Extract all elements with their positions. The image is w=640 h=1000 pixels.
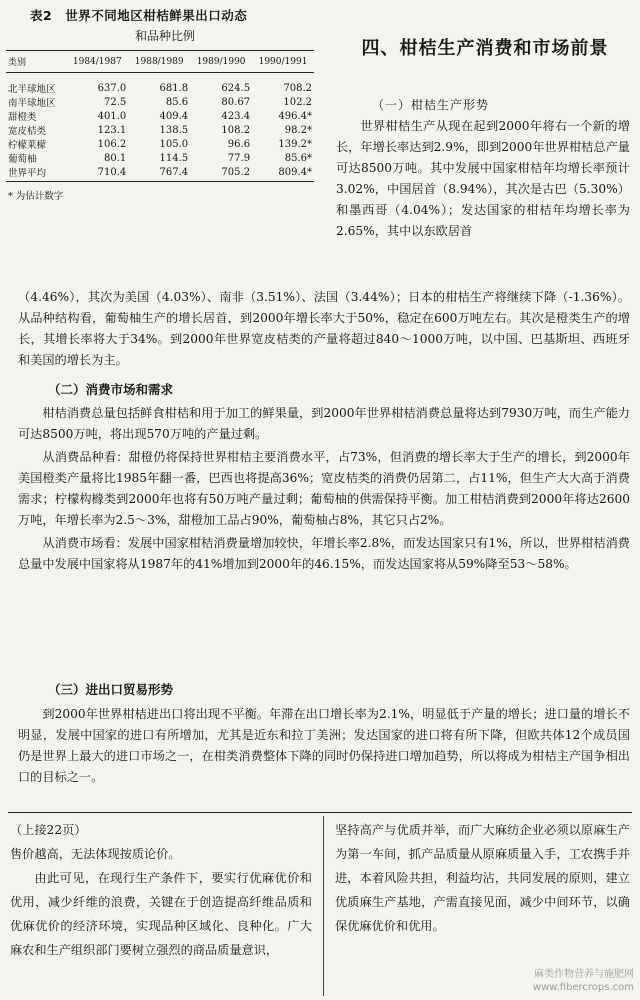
table-value-cell: 98.2* [284,124,312,136]
export-table-block [6,8,324,202]
table-row [6,73,314,96]
watermark-line: 麻类作物营养与施肥网 [534,969,634,980]
subsection-title-trade: （三）进出口贸易形势 [48,682,174,697]
right-column [335,818,630,938]
paragraph: 坚持高产与优质并举，而广大麻纺企业必须以原麻生产为第一车间，抓产品质量从原麻质量入手，工农携手并进，本着风险共担，利益均沾，共同发展的原则，建立优质麻生产基地，产需直接见面，减少中间环节，以确保优麻优价和优用。 [335,823,630,933]
table-value-cell: 114.5 [159,152,189,164]
production-paragraph-cont [18,287,630,371]
watermark-line: www.fibercrops.com [532,982,634,993]
table-header-cell: 1984/1987 [66,51,128,73]
table-header-cell: 1990/1991 [252,51,314,73]
table-row [6,95,314,109]
table-value-cell: 809.4* [252,165,314,182]
table-value-cell: 72.5 [103,96,127,108]
paragraph: 柑桔消费总量包括鲜食柑桔和用于加工的鲜果量，到2000年世界柑桔消费总量将达到7930万吨，而生产能力可达8500万吨，将出现570万吨的产量过剩。 [18,406,630,441]
table-value-cell: 708.2 [283,82,312,94]
table-value-cell: 108.2 [221,124,251,136]
paragraph: 从消费品种看：甜橙仍将保持世界柑桔主要消费水平，占73%，但消费的增长率大于生产的增长，到2000年美国橙类产量将比1985年翻一番，巴西也将提高36%；宽皮桔类的消费仍居第二，占11%，但生产大大高于消费需求；柠檬构橼类到2000年也将有50万吨产量过剩；葡萄柚的供需保持平衡。加工柑桔消费到2000年将达2600万吨，年增长率为2.5～3%，甜橙加工品占90%，葡萄柚占8%，其它只占2%。 [18,450,630,527]
table-header-cell: 1989/1990 [190,51,252,73]
table-value-cell: 767.4 [128,165,190,182]
table-header-cell: 1988/1989 [128,51,190,73]
table-category-cell: 宽皮桔类 [8,126,47,137]
site-watermark [533,968,634,994]
table-category-cell: 北半球地区 [8,84,56,95]
table-value-cell: 138.5 [159,124,189,136]
table-footnote: * 为估计数字 [8,191,64,202]
left-column [10,818,312,962]
table-value-cell: 624.5 [221,82,251,94]
table-value-cell: 496.4* [278,110,312,122]
export-table [6,50,314,182]
table-value-cell: 85.6 [165,96,189,108]
table-header-row [6,51,314,73]
table-value-cell: 710.4 [66,165,128,182]
table-row [6,165,314,182]
trade-text [18,704,630,788]
table-value-cell: 102.2 [283,96,312,108]
paragraph: （4.46%），其次为美国（4.03%）、南非（3.51%）、法国（3.44%）；日本的柑桔生产将继续下降（-1.36%）。从品种结构看，葡萄柚生产的增长居首，到2000年增长率大于50%，稳定在600万吨左右。其次是橙类生产的增长，其增长率将大于34%。到2000年世界宽皮桔类的产量将超过840～1000万吨，以中国、巴基斯坦、西班牙和美国的增长为主。 [18,290,630,367]
paragraph: 从消费市场看：发展中国家柑桔消费量增加较快，年增长率2.8%，而发达国家只有1%，所以，世界柑桔消费总量中发展中国家将从1987年的41%增加到2000年的46.15%，而发达国家将从59%降至53～58%。 [18,536,630,571]
table-value-cell: 401.0 [97,110,127,122]
paragraph: 由此可见，在现行生产条件下，要实行优麻优价和优用，减少纤维的浪费，关键在于创造提高纤维品质和优麻优价的经济环境，实现品种区域化、良种化。广大麻农和生产组织部门要树立强烈的商品质量意识， [10,871,312,957]
table-row [6,137,314,151]
table-value-cell: 85.6* [284,152,312,164]
table-value-cell: 123.1 [97,124,127,136]
section-title: 四、柑桔生产消费和市场前景 [361,38,609,59]
table-value-cell: 105.0 [159,138,189,150]
table-category-cell: 葡萄柚 [8,154,37,165]
paragraph: 世界柑桔生产从现在起到2000年将右一个新的增长，年增长率达到2.9%，即到2000年世界柑桔总产量可达8500万吨。其中发展中国家柑桔年均增长率预计3.02%，中国居首（8.94%），其次是古巴（5.30%）和墨西哥（4.04%）；发达国家的柑桔年均增长率为2.65%，其中以东欧居首 [336,119,630,238]
subsection-title-production: （一）柑桔生产形势 [372,98,490,112]
table-value-cell: 106.2 [97,138,127,150]
production-paragraph-right [336,116,630,242]
table-value-cell: 139.2* [278,138,312,150]
table-value-cell: 637.0 [97,82,127,94]
table-title: 表2 世界不同地区柑桔鲜果出口动态 [30,8,248,23]
table-value-cell: 80.67 [221,96,251,108]
table-value-cell: 409.4 [159,110,189,122]
table-value-cell: 705.2 [190,165,252,182]
table-row [6,151,314,165]
paragraph: 到2000年世界柑桔进出口将出现不平衡。年滞在出口增长率为2.1%，明显低于产量的增长；进口量的增长不明显，发展中国家的进口有所增加，尤其是近东和拉丁美洲；发达国家的进口将有所下降，但欧共体12个成员国仍是世界上最大的进口市场之一，在柑类消费整体下降的同时仍保持进口增加趋势，所以将成为柑桔主产国争相出口的目标之一。 [18,707,630,784]
consumption-text [18,403,630,575]
column-divider [323,816,324,996]
subsection-title-consumption: （二）消费市场和需求 [48,382,174,397]
table-value-cell: 77.9 [227,152,251,164]
table-value-cell: 80.1 [103,152,127,164]
table-header-cell: 类别 [6,51,66,73]
section-divider [8,812,632,813]
continued-label: （上接22页） [10,823,87,837]
table-category-cell: 南半球地区 [8,98,56,109]
table-value-cell: 96.6 [227,138,251,150]
table-category-cell: 柠檬莱檬 [8,140,47,151]
table-row [6,109,314,123]
table-subtitle: 和品种比例 [134,29,195,43]
paragraph: 售价越高，无法体现按质论价。 [10,847,181,861]
table-value-cell: 681.8 [159,82,189,94]
table-category-cell: 甜橙类 [8,112,37,123]
table-category-cell: 世界平均 [6,165,66,182]
table-value-cell: 423.4 [221,110,251,122]
table-row [6,123,314,137]
